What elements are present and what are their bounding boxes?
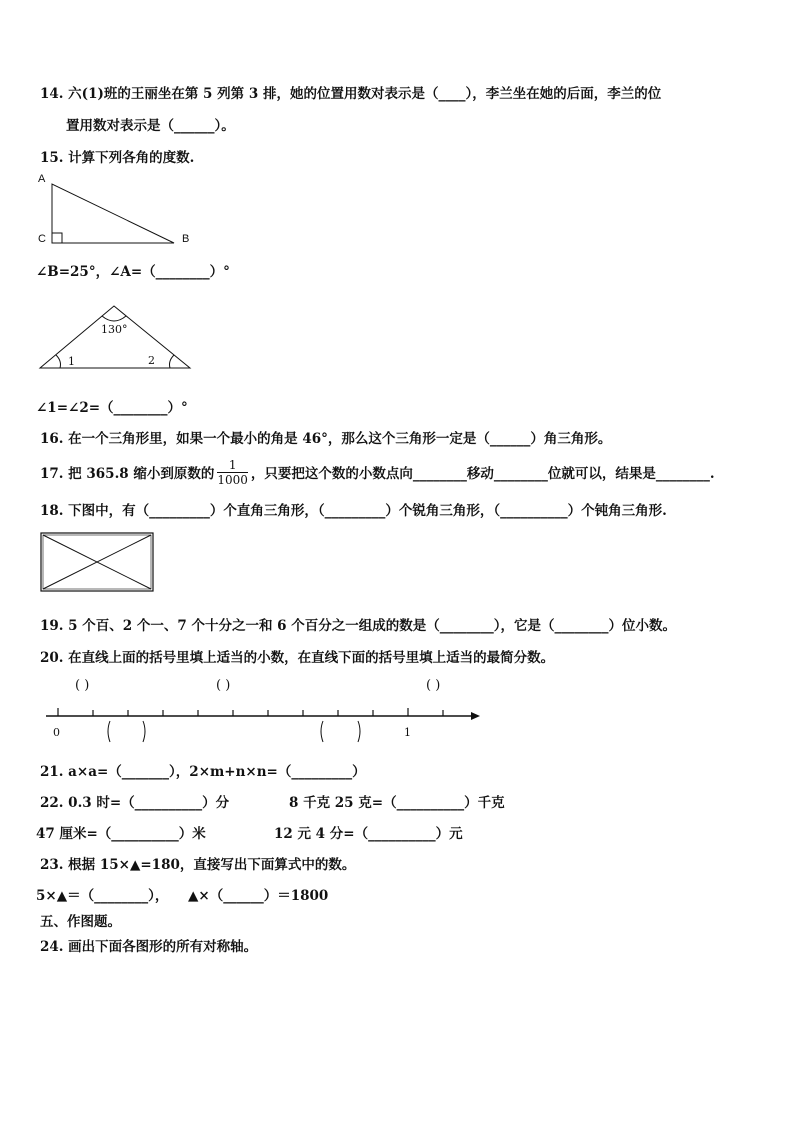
question-23-title: 23. 根据 15×▲=180，直接写出下面算式中的数。: [40, 857, 356, 873]
question-18: 18. 下图中，有（_________）个直角三角形，（_________）个锐角三角形，（__________）个钝角三角形.: [40, 503, 667, 519]
angle-2-label: 2: [148, 354, 155, 367]
upper-bracket-1: ( ): [75, 678, 90, 693]
question-21: 21. a×a=（_______），2×m+n×n=（_________）: [40, 764, 366, 780]
question-22-b: 8 千克 25 克=（__________）千克: [289, 795, 505, 811]
section-5-heading: 五、作图题。: [40, 914, 121, 930]
fraction-denominator: 1000: [217, 472, 248, 487]
fraction-1-over-1000: [217, 458, 248, 487]
question-23-b: ▲×（______）＝1800: [188, 888, 329, 904]
question-15-title: 15. 计算下列各角的度数.: [40, 150, 195, 166]
vertex-c-label: C: [38, 233, 46, 245]
obtuse-triangle-svg: [38, 300, 194, 372]
number-line-svg: [40, 674, 490, 744]
question-14-line-2: 置用数对表示是（______）。: [66, 118, 235, 134]
question-20: 20. 在直线上面的括号里填上适当的小数，在直线下面的括号里填上适当的最简分数。: [40, 650, 555, 666]
upper-bracket-3: ( ): [426, 678, 441, 693]
rectangle-diagonals-figure: [40, 532, 156, 594]
vertex-a-label: A: [38, 173, 46, 185]
question-16: 16. 在一个三角形里，如果一个最小的角是 46°，那么这个三角形一定是（______）角三角形。: [40, 431, 612, 447]
vertex-b-label: B: [182, 233, 190, 245]
question-17: [40, 456, 715, 488]
number-line-label-1: 1: [404, 726, 411, 739]
upper-bracket-2: ( ): [216, 678, 231, 693]
question-15-answer-1: ∠B=25°，∠A=（________）°: [36, 264, 230, 280]
question-19: 19. 5 个百、2 个一、7 个十分之一和 6 个百分之一组成的数是（________），它是（________）位小数。: [40, 618, 677, 634]
question-15-answer-2: ∠1=∠2=（________）°: [36, 400, 188, 416]
fraction-numerator: 1: [217, 458, 248, 473]
rectangle-diagonals-svg: [40, 532, 156, 594]
question-17-part-1: 17. 把 365.8 缩小到原数的: [40, 466, 215, 482]
question-23-a: 5×▲＝（________），: [36, 888, 169, 904]
angle-1-label: 1: [68, 355, 75, 368]
question-22-a: 22. 0.3 时=（__________）分: [40, 795, 230, 811]
obtuse-triangle-figure: [38, 300, 194, 372]
question-14-line-1: 14. 六(1)班的王丽坐在第 5 列第 3 排，她的位置用数对表示是（____），李兰坐在她的后面，李兰的位: [40, 86, 662, 102]
angle-130-label: 130°: [101, 323, 128, 336]
number-line-label-0: 0: [53, 726, 60, 739]
number-line-figure: [40, 674, 490, 744]
question-22-c: 47 厘米=（__________）米: [36, 826, 206, 842]
question-22-d: 12 元 4 分=（__________）元: [274, 826, 463, 842]
question-24: 24. 画出下面各图形的所有对称轴。: [40, 939, 258, 955]
right-triangle-svg: [36, 170, 196, 250]
question-17-part-2: ，只要把这个数的小数点向________移动________位就可以，结果是________.: [250, 466, 715, 482]
right-triangle-figure: [36, 170, 196, 250]
